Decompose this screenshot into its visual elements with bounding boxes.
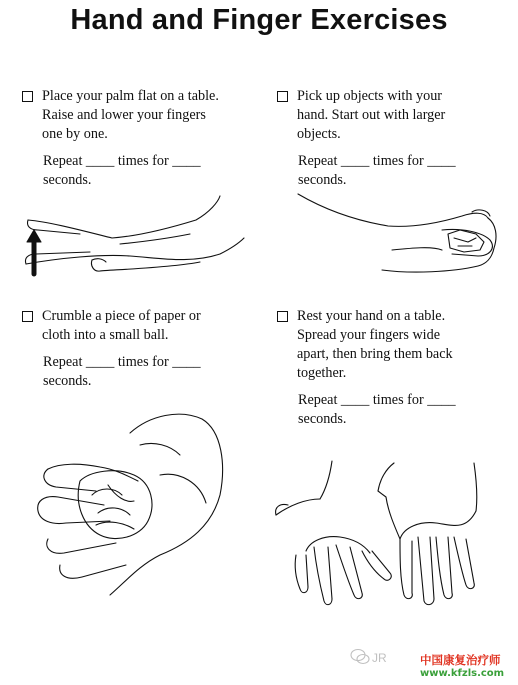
wechat-icon	[350, 648, 370, 666]
exercise-instruction: Place your palm flat on a table. Raise and lower your fingers one by one.	[42, 88, 219, 142]
exercise-instruction: Crumble a piece of paper or cloth into a small ball.	[42, 308, 201, 343]
checkbox-icon[interactable]	[277, 311, 288, 322]
exercise-1	[22, 87, 262, 190]
exercise-repeat: Repeat ____ times for ____ seconds.	[43, 153, 201, 188]
watermark-chinese: 中国康复治疗师	[420, 653, 501, 667]
exercise-instruction: Rest your hand on a table. Spread your fingers wide apart, then bring them back together.	[297, 308, 453, 381]
page-title: Hand and Finger Exercises	[70, 4, 448, 36]
exercise-3	[22, 307, 262, 391]
exercise-instruction: Pick up objects with your hand. Start out with larger objects.	[297, 88, 446, 142]
exercise-repeat: Repeat ____ times for ____ seconds.	[43, 354, 201, 389]
crumble-hand-illustration	[30, 405, 240, 605]
exercise-2	[277, 87, 507, 190]
checkbox-icon[interactable]	[22, 91, 33, 102]
exercise-4	[277, 307, 507, 429]
pick-up-hand-illustration	[292, 190, 512, 285]
exercise-repeat: Repeat ____ times for ____ seconds.	[298, 153, 456, 188]
exercise-repeat: Repeat ____ times for ____ seconds.	[298, 392, 456, 427]
checkbox-icon[interactable]	[277, 91, 288, 102]
spread-fingers-illustration	[270, 455, 490, 615]
watermark-url: www.kfzls.com	[420, 668, 505, 679]
watermark-latin: JR	[372, 651, 387, 665]
checkbox-icon[interactable]	[22, 311, 33, 322]
flat-hand-illustration	[20, 192, 250, 282]
